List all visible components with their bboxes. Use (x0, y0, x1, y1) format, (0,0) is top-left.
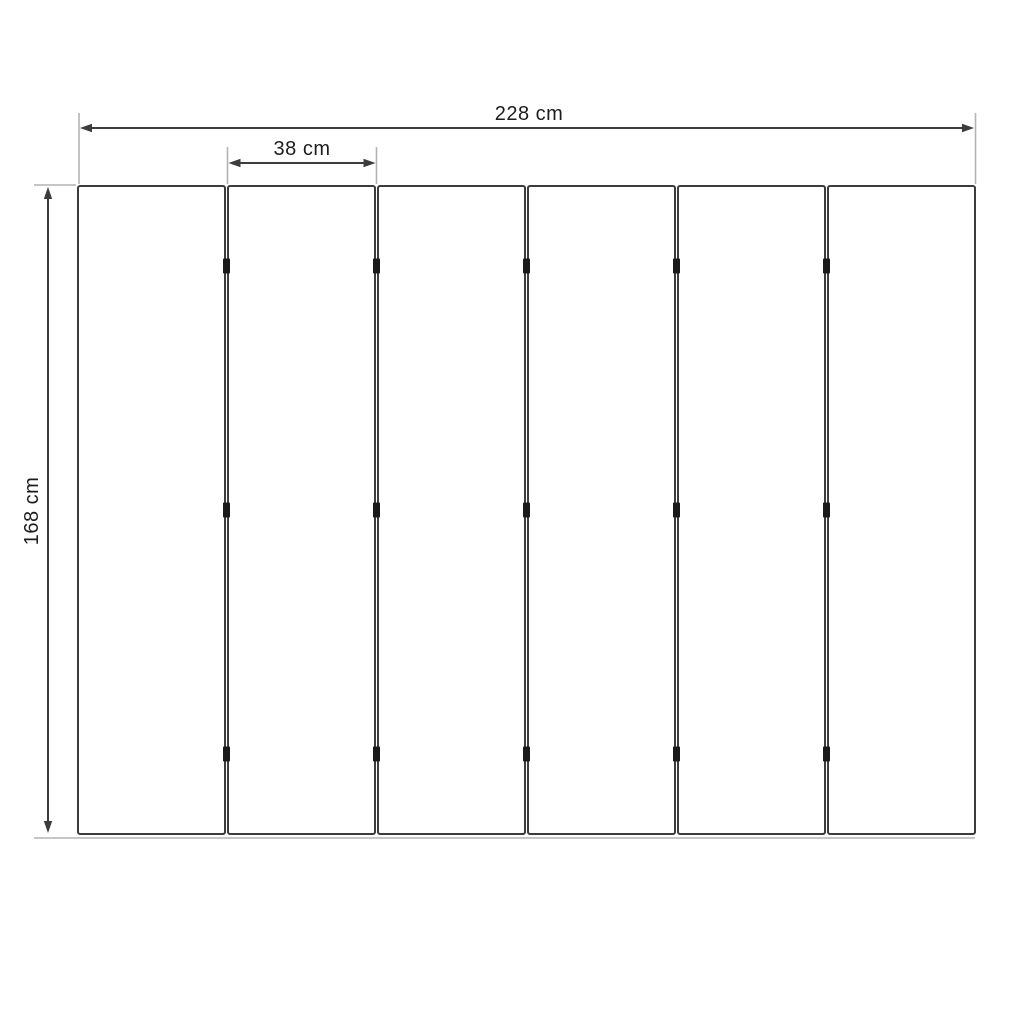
dimension-total-width (80, 103, 974, 132)
hinge-icon (823, 503, 830, 518)
hinge-icon (823, 747, 830, 762)
panel-5 (678, 186, 825, 834)
hinge-icon (673, 259, 680, 274)
panel-1 (78, 186, 225, 834)
dimension-label-total-width: 228 cm (494, 103, 564, 125)
hinge-icon (223, 259, 230, 274)
dimension-height (21, 187, 52, 833)
panel-3 (378, 186, 525, 834)
hinge-icon (373, 259, 380, 274)
hinge-icon (373, 503, 380, 518)
hinge-icon (523, 503, 530, 518)
arrowhead-left (229, 159, 241, 167)
arrowhead-up (44, 187, 52, 199)
hinge-icon (223, 747, 230, 762)
dimension-label-height: 168 cm (21, 476, 43, 546)
hinge-icon (523, 259, 530, 274)
hinge-icon (673, 503, 680, 518)
hinge-icon (523, 747, 530, 762)
hinge-icon (373, 747, 380, 762)
panel-4 (528, 186, 675, 834)
panel-2 (228, 186, 375, 834)
arrowhead-down (44, 821, 52, 833)
hinge-icon (823, 259, 830, 274)
panel-6 (828, 186, 975, 834)
dimension-label-panel-width: 38 cm (273, 138, 331, 160)
arrowhead-right (364, 159, 376, 167)
arrowhead-left (80, 124, 92, 132)
arrowhead-right (962, 124, 974, 132)
hinge-icon (223, 503, 230, 518)
dimension-panel-width (229, 138, 376, 167)
hinge-icon (673, 747, 680, 762)
